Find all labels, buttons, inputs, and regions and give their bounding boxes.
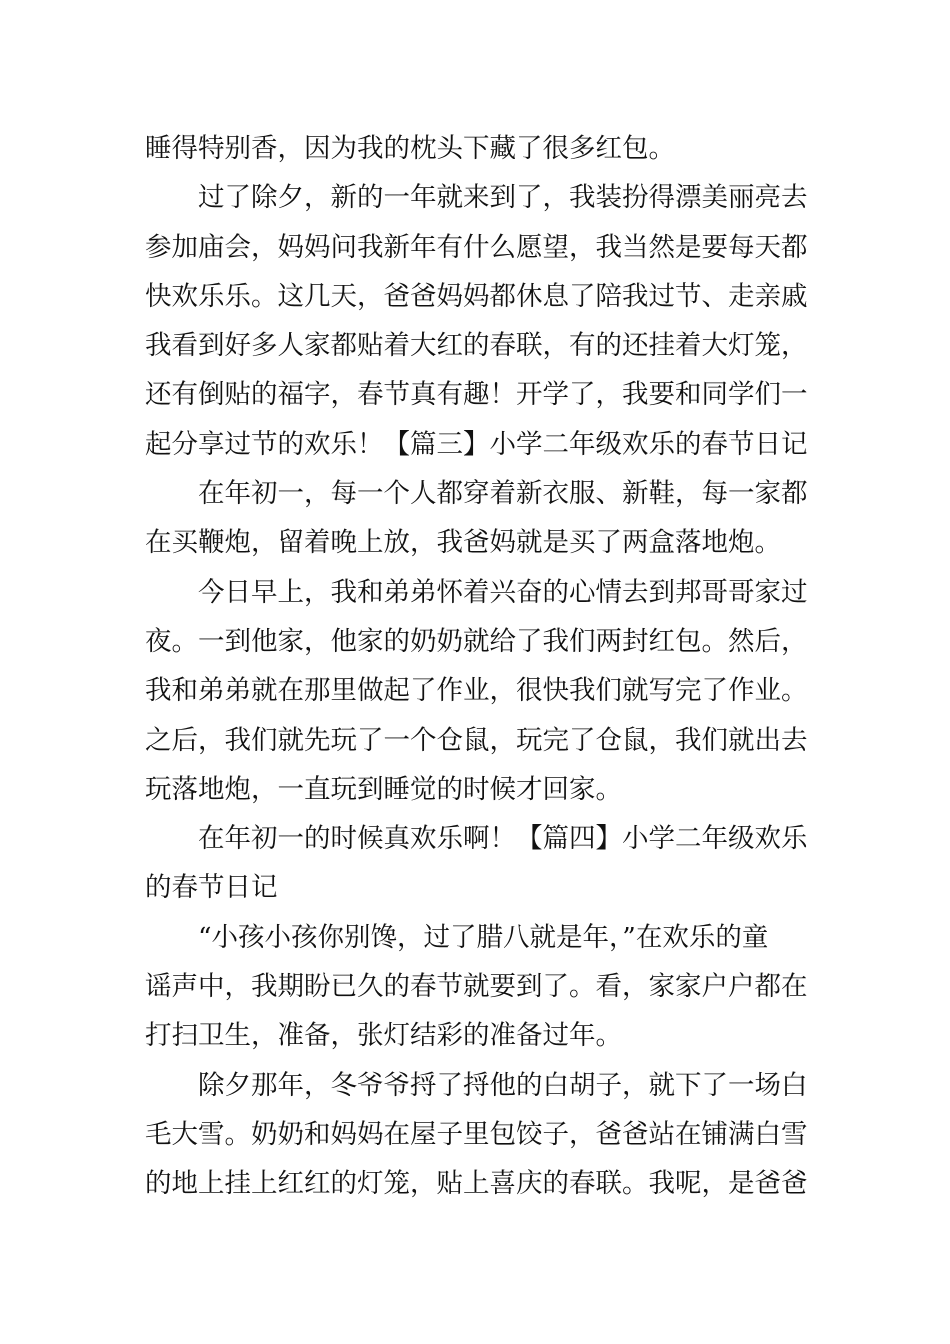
text-line: 睡得特别香，因为我的枕头下藏了很多红包。: [145, 133, 675, 164]
text-line: 谣声中，我期盼已久的春节就要到了。看，家家户户都在: [145, 971, 808, 1003]
text-line: 我看到好多人家都贴着大红的春联，有的还挂着大灯笼，: [145, 330, 808, 362]
text-line: 还有倒贴的福字，春节真有趣！开学了，我要和同学们一: [145, 379, 808, 411]
text-line: 快欢乐乐。这几天，爸爸妈妈都休息了陪我过节、走亲戚: [145, 280, 808, 312]
text-line: 的春节日记: [145, 872, 278, 904]
text-line: 之后，我们就先玩了一个仓鼠，玩完了仓鼠，我们就出去: [145, 724, 808, 756]
text-line: 参加庙会，妈妈问我新年有什么愿望，我当然是要每天都: [145, 231, 808, 263]
text-line: “小孩小孩你别馋，过了腊八就是年，”在欢乐的童: [198, 921, 769, 953]
text-line: 夜。一到他家，他家的奶奶就给了我们两封红包。然后，: [145, 625, 808, 657]
text-line: 毛大雪。奶奶和妈妈在屋子里包饺子，爸爸站在铺满白雪: [145, 1118, 808, 1150]
text-line: 起分享过节的欢乐！【篇三】小学二年级欢乐的春节日记: [145, 428, 808, 460]
text-line: 的地上挂上红红的灯笼，贴上喜庆的春联。我呢，是爸爸: [145, 1168, 808, 1200]
text-line: 打扫卫生，准备，张灯结彩的准备过年。: [145, 1020, 622, 1052]
text-line: 在买鞭炮，留着晚上放，我爸妈就是买了两盒落地炮。: [145, 527, 781, 559]
text-line: 今日早上，我和弟弟怀着兴奋的心情去到邦哥哥家过: [198, 576, 808, 608]
text-line: 在年初一，每一个人都穿着新衣服、新鞋，每一家都: [198, 478, 808, 510]
body-text: [145, 124, 810, 1209]
text-line: 过了除夕，新的一年就来到了，我装扮得漂美丽亮去: [198, 182, 808, 214]
text-line: 我和弟弟就在那里做起了作业，很快我们就写完了作业。: [145, 675, 808, 707]
text-line: 在年初一的时候真欢乐啊！【篇四】小学二年级欢乐: [198, 823, 808, 855]
text-line: 玩落地炮，一直玩到睡觉的时候才回家。: [145, 773, 622, 805]
text-line: 除夕那年，冬爷爷捋了捋他的白胡子，就下了一场白: [198, 1069, 808, 1101]
